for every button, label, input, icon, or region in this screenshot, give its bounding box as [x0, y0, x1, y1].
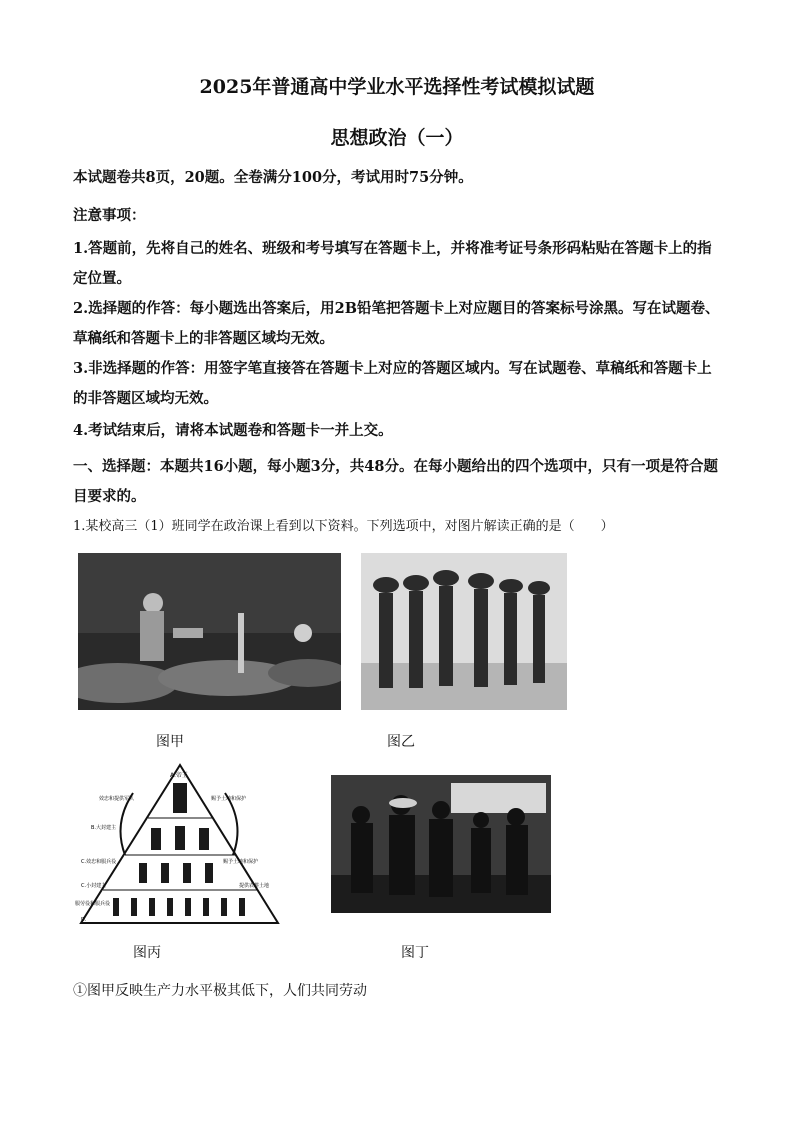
- intro-text: 本试题卷共8页，20题。全卷满分100分，考试用时75分钟。: [73, 169, 473, 186]
- caption-yi: 图乙: [387, 734, 415, 750]
- pyramid-label-c-left: 服劳役和服兵役: [75, 901, 111, 907]
- pyramid-label-a-left: 效忠和提供军队: [99, 796, 135, 802]
- pyramid-label-b-right: 赐予土地和保护: [223, 859, 259, 865]
- photo-ding: [331, 775, 551, 913]
- notice-item-3: 3.非选择题的作答：用签字笔直接答在答题卡上对应的答题区域内。写在试题卷、草稿纸和答题卡上的非答题区域均无效。: [73, 360, 712, 407]
- notice-item-2: 2.选择题的作答：每小题选出答案后，用2B铅笔把答题卡上对应题目的答案标号涂黑。写在试题卷、草稿纸和答题卡上的非答题区域均无效。: [73, 300, 720, 347]
- pyramid-label-d: D.: [81, 917, 87, 923]
- notice-heading: 注意事项：: [73, 207, 146, 224]
- notice-item-4: 4.考试结束后，请将本试题卷和答题卡一并上交。: [73, 422, 393, 439]
- photo-yi: [361, 553, 567, 710]
- exam-title: 2025年普通高中学业水平选择性考试模拟试题: [199, 76, 595, 98]
- caption-bing: 图丙: [133, 945, 161, 961]
- photo-jia: [78, 553, 341, 710]
- caption-ding: 图丁: [401, 945, 429, 961]
- question-stem: 1.某校高三（1）班同学在政治课上看到以下资料。下列选项中，对图片解读正确的是（ ）: [73, 519, 614, 534]
- exam-subtitle: 思想政治（一）: [330, 127, 464, 149]
- notice-item-1: 1.答题前，先将自己的姓名、班级和考号填写在答题卡上，并将准考证号条形码粘贴在答题卡上的指定位置。: [73, 240, 712, 287]
- pyramid-label-b-left: C.效忠和服兵役: [81, 859, 117, 865]
- pyramid-label-a-right: 赐予土地和保护: [211, 796, 247, 802]
- diagram-bing: [73, 763, 283, 926]
- pyramid-label-top: A.帝王: [170, 772, 188, 779]
- caption-jia: 图甲: [156, 734, 184, 750]
- pyramid-label-b: B.大封建主: [91, 825, 117, 831]
- pyramid-label-c: C.小封建主: [81, 883, 107, 889]
- option-1: ①图甲反映生产力水平极其低下，人们共同劳动: [73, 983, 367, 999]
- section-heading: 一、选择题：本题共16小题，每小题3分，共48分。在每小题给出的四个选项中，只有一项是符合题目要求的。: [73, 458, 718, 505]
- pyramid-label-c-right: 提供农耕土地: [239, 883, 270, 889]
